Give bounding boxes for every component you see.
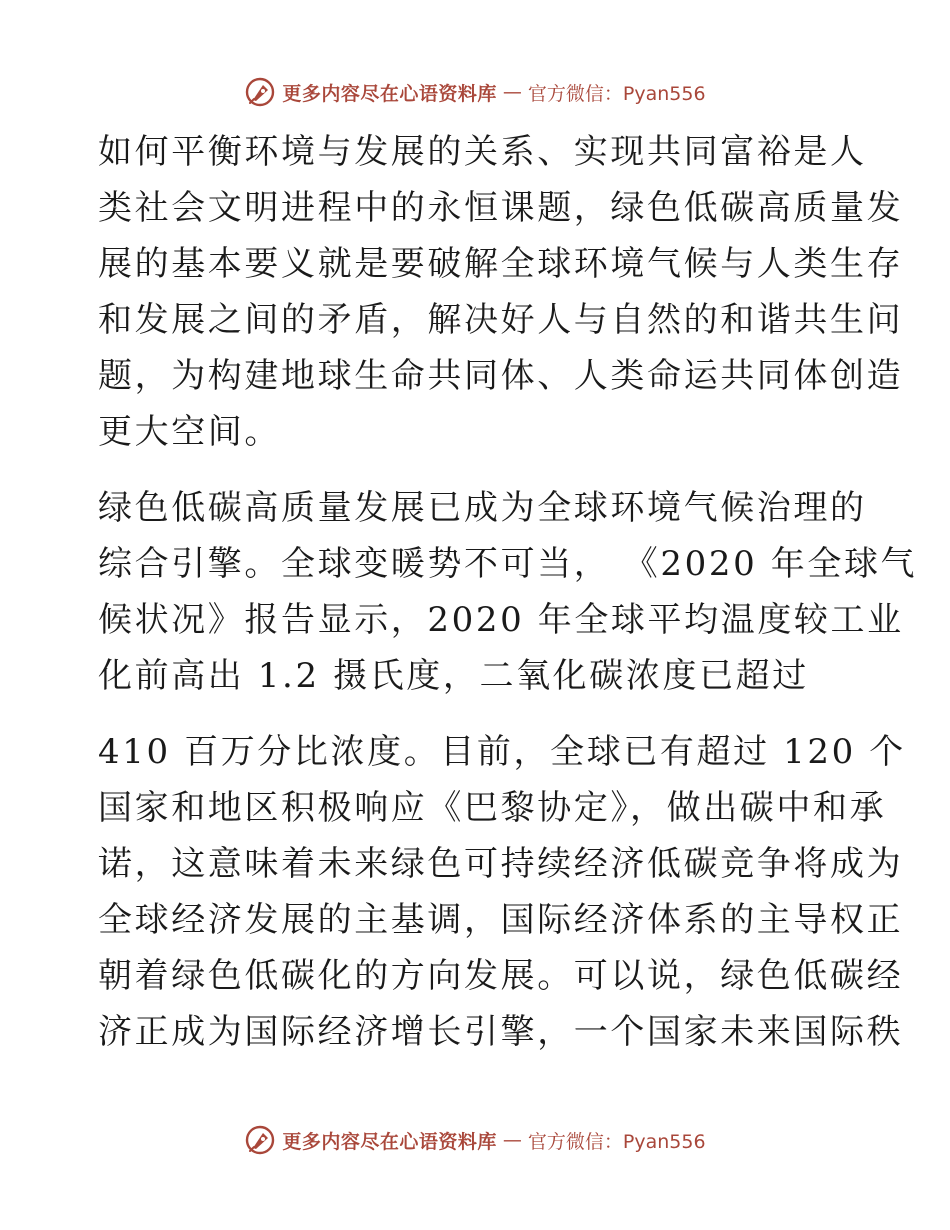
watermark-separator: —: [502, 81, 522, 103]
text-line: 化前高出 1.2 摄氏度，二氧化碳浓度已超过: [98, 656, 809, 696]
watermark-text: 更多内容尽在心语资料库: [282, 82, 497, 105]
watermark-contact: 官方微信：Pyan556: [527, 1130, 706, 1153]
paragraph: [98, 124, 904, 460]
paragraph-spacer: [98, 704, 858, 724]
text-line: 诺，这意味着未来绿色可持续经济低碳竞争将成为: [98, 844, 904, 884]
footer-watermark-banner: [0, 1120, 950, 1160]
text-line: 更大空间。: [98, 412, 281, 452]
paragraph-spacer: [98, 460, 858, 480]
paragraph: [98, 480, 918, 704]
text-line: 410 百万分比浓度。目前，全球已有超过 120 个: [98, 732, 906, 772]
text-line: 国家和地区积极响应《巴黎协定》，做出碳中和承: [98, 788, 887, 828]
text-line: 如何平衡环境与发展的关系、实现共同富裕是人: [98, 132, 867, 172]
text-line: 全球经济发展的主基调，国际经济体系的主导权正: [98, 900, 904, 940]
pen-nib-logo-icon: [244, 1124, 276, 1156]
text-line: 朝着绿色低碳化的方向发展。可以说，绿色低碳经: [98, 956, 904, 996]
header-watermark-banner: [0, 72, 950, 112]
text-line: 济正成为国际经济增长引擎，一个国家未来国际秩: [98, 1012, 904, 1052]
text-line: 候状况》报告显示，2020 年全球平均温度较工业: [98, 600, 904, 640]
watermark-text: 更多内容尽在心语资料库: [282, 1130, 497, 1153]
paragraph: [98, 724, 906, 1060]
text-line: 题，为构建地球生命共同体、人类命运共同体创造: [98, 356, 904, 396]
pen-nib-logo-icon: [244, 76, 276, 108]
text-line: 类社会文明进程中的永恒课题，绿色低碳高质量发: [98, 188, 904, 228]
text-line: 展的基本要义就是要破解全球环境气候与人类生存: [98, 244, 904, 284]
text-line: 绿色低碳高质量发展已成为全球环境气候治理的: [98, 488, 867, 528]
document-body: [98, 124, 918, 1060]
text-line: 综合引擎。全球变暖势不可当， 《2020 年全球气: [98, 544, 918, 584]
text-line: 和发展之间的矛盾，解决好人与自然的和谐共生问: [98, 300, 904, 340]
watermark-contact: 官方微信：Pyan556: [527, 82, 706, 105]
watermark-separator: —: [502, 1129, 522, 1151]
